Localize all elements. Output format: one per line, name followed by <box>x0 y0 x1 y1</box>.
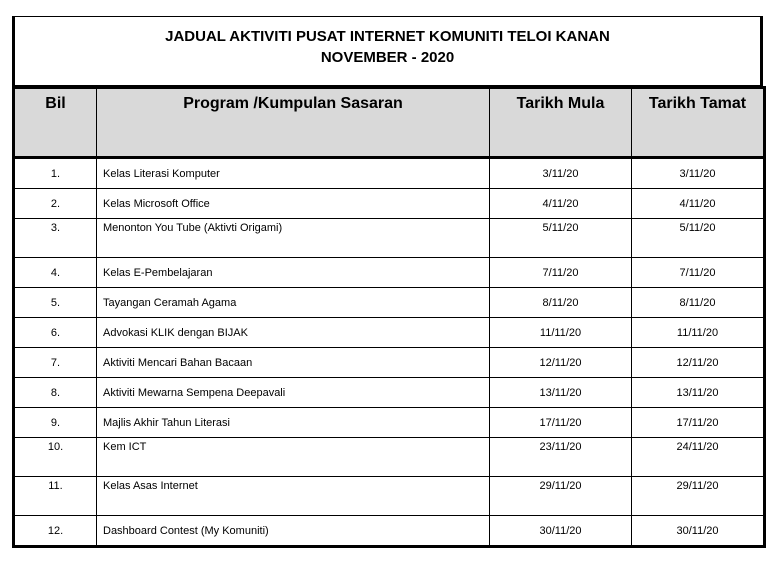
cell-tarikh-mula: 13/11/20 <box>490 378 632 408</box>
cell-program: Tayangan Ceramah Agama <box>97 288 490 318</box>
table-row <box>14 438 765 477</box>
cell-program: Menonton You Tube (Aktivti Origami) <box>97 219 490 258</box>
header-tarikh-tamat: Tarikh Tamat <box>632 88 765 158</box>
cell-bil: 8. <box>14 378 97 408</box>
cell-bil: 2. <box>14 189 97 219</box>
cell-program: Dashboard Contest (My Komuniti) <box>97 516 490 547</box>
table-row <box>14 288 765 318</box>
table-row <box>14 348 765 378</box>
table-row <box>14 477 765 516</box>
table-row <box>14 318 765 348</box>
header-tarikh-mula: Tarikh Mula <box>490 88 632 158</box>
cell-bil: 7. <box>14 348 97 378</box>
document-title: JADUAL AKTIVITI PUSAT INTERNET KOMUNITI TELOI KANAN <box>165 28 610 45</box>
cell-tarikh-tamat: 12/11/20 <box>632 348 765 378</box>
cell-tarikh-mula: 8/11/20 <box>490 288 632 318</box>
table-row <box>14 219 765 258</box>
cell-tarikh-tamat: 5/11/20 <box>632 219 765 258</box>
schedule-sheet <box>12 16 763 548</box>
cell-tarikh-mula: 5/11/20 <box>490 219 632 258</box>
table-body <box>14 158 765 547</box>
cell-tarikh-mula: 30/11/20 <box>490 516 632 547</box>
header-row <box>14 88 765 158</box>
cell-tarikh-mula: 4/11/20 <box>490 189 632 219</box>
table-row <box>14 516 765 547</box>
cell-tarikh-mula: 7/11/20 <box>490 258 632 288</box>
cell-program: Aktiviti Mencari Bahan Bacaan <box>97 348 490 378</box>
cell-tarikh-tamat: 4/11/20 <box>632 189 765 219</box>
cell-tarikh-mula: 11/11/20 <box>490 318 632 348</box>
cell-bil: 1. <box>14 158 97 189</box>
cell-tarikh-mula: 23/11/20 <box>490 438 632 477</box>
cell-tarikh-tamat: 17/11/20 <box>632 408 765 438</box>
table-row <box>14 158 765 189</box>
header-bil: Bil <box>14 88 97 158</box>
cell-tarikh-mula: 17/11/20 <box>490 408 632 438</box>
cell-bil: 9. <box>14 408 97 438</box>
table-row <box>14 189 765 219</box>
cell-tarikh-tamat: 29/11/20 <box>632 477 765 516</box>
cell-program: Majlis Akhir Tahun Literasi <box>97 408 490 438</box>
cell-program: Kelas Microsoft Office <box>97 189 490 219</box>
table-row <box>14 378 765 408</box>
cell-tarikh-mula: 12/11/20 <box>490 348 632 378</box>
cell-tarikh-tamat: 13/11/20 <box>632 378 765 408</box>
document-subtitle: NOVEMBER - 2020 <box>320 49 455 66</box>
cell-program: Kelas E-Pembelajaran <box>97 258 490 288</box>
cell-program: Kem ICT <box>97 438 490 477</box>
table-row <box>14 408 765 438</box>
cell-tarikh-tamat: 24/11/20 <box>632 438 765 477</box>
cell-program: Kelas Asas Internet <box>97 477 490 516</box>
cell-tarikh-tamat: 3/11/20 <box>632 158 765 189</box>
cell-bil: 11. <box>14 477 97 516</box>
table-header <box>14 88 765 158</box>
cell-bil: 3. <box>14 219 97 258</box>
title-box <box>12 16 763 86</box>
cell-program: Kelas Literasi Komputer <box>97 158 490 189</box>
table-row <box>14 258 765 288</box>
cell-tarikh-mula: 3/11/20 <box>490 158 632 189</box>
cell-bil: 6. <box>14 318 97 348</box>
cell-tarikh-tamat: 7/11/20 <box>632 258 765 288</box>
cell-bil: 12. <box>14 516 97 547</box>
cell-program: Advokasi KLIK dengan BIJAK <box>97 318 490 348</box>
schedule-table <box>12 86 766 548</box>
header-program: Program /Kumpulan Sasaran <box>97 88 490 158</box>
cell-tarikh-tamat: 30/11/20 <box>632 516 765 547</box>
cell-bil: 10. <box>14 438 97 477</box>
cell-tarikh-tamat: 8/11/20 <box>632 288 765 318</box>
cell-tarikh-tamat: 11/11/20 <box>632 318 765 348</box>
cell-bil: 4. <box>14 258 97 288</box>
cell-bil: 5. <box>14 288 97 318</box>
cell-program: Aktiviti Mewarna Sempena Deepavali <box>97 378 490 408</box>
cell-tarikh-mula: 29/11/20 <box>490 477 632 516</box>
